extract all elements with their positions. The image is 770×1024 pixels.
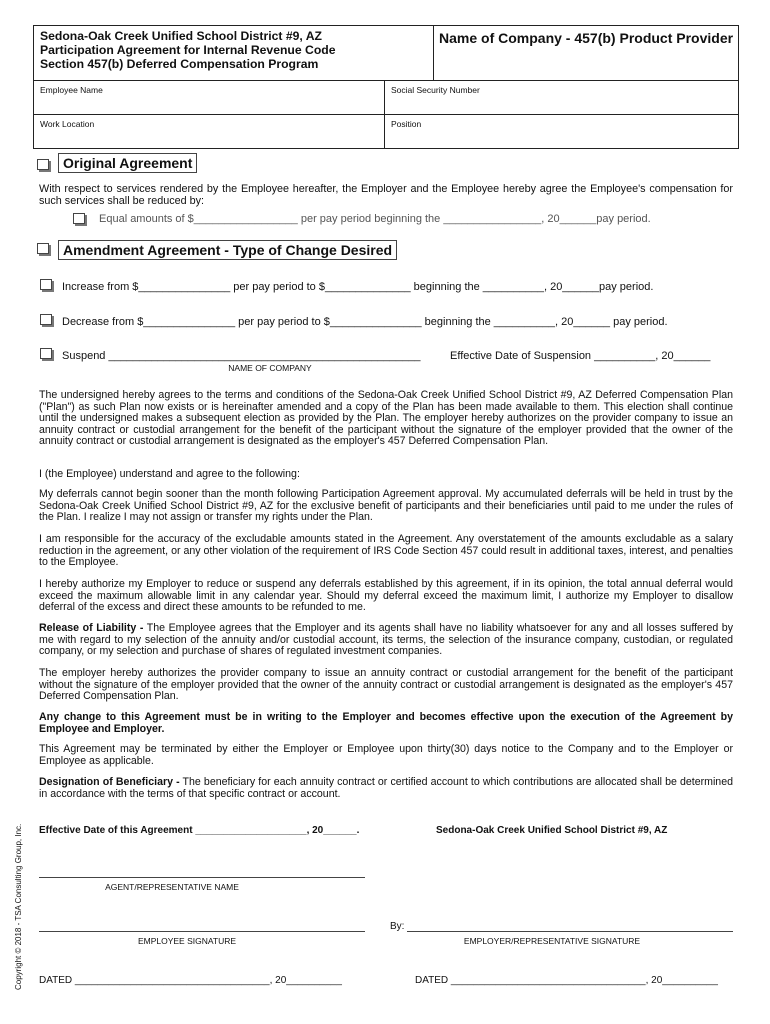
terms-paragraph: The undersigned hereby agrees to the terms and conditions of the Sedona-Oak Creek Unified School District #9, AZ Deferred Compensation Plan ("Plan") as such Plan now exists or is hereinafter amended and a copy of the Plan has been made available to them. This election shall continue until the undersigned makes a subsequent election as provided by the Plan. The employer hereby authorizes on the provider company to issue an annuity contract or custodial arrangement for the benefit of the participant without the signature of the employer provided that the owner of the annuity contract or custodial arrangement is designated as the employer's 457 Deferred Compensation Plan. xyxy=(39,389,733,448)
agent-name-line[interactable] xyxy=(39,877,365,878)
original-agreement-checkbox[interactable] xyxy=(37,159,49,170)
name-of-company-caption: NAME OF COMPANY xyxy=(228,363,312,373)
beneficiary-label: Designation of Beneficiary - xyxy=(39,776,180,788)
amendment-title: Amendment Agreement - Type of Change Desired xyxy=(58,240,397,260)
form-title-line1: Sedona-Oak Creek Unified School District #9, AZ xyxy=(40,29,322,43)
decrease-checkbox[interactable] xyxy=(40,314,52,325)
amendment-checkbox[interactable] xyxy=(37,243,49,254)
original-agreement-text: With respect to services rendered by the Employee hereafter, the Employer and the Employee hereby agree the Employee's compensation for such services shall be reduced by: xyxy=(39,183,733,207)
increase-checkbox[interactable] xyxy=(40,279,52,290)
ssn-label: Social Security Number xyxy=(391,85,480,95)
form-header xyxy=(33,25,739,81)
beneficiary-text: The beneficiary for each annuity contract or certified account to which contributions are allocated shall be determined in accordance with the terms of that specific contract or account. xyxy=(39,776,733,800)
original-agreement-title: Original Agreement xyxy=(58,153,197,173)
ssn-field[interactable] xyxy=(385,81,738,114)
termination-paragraph: This Agreement may be terminated by either the Employer or Employee upon thirty(30) days notice to the Company and to the Employer or Employee as applicable. xyxy=(39,743,733,767)
form-title-line3: Section 457(b) Deferred Compensation Program xyxy=(40,57,319,71)
work-location-field[interactable] xyxy=(34,115,385,148)
by-label: By: xyxy=(390,921,405,932)
employee-signature-line[interactable] xyxy=(39,931,365,932)
dated-left-line: DATED ___________________________________, 20__________ xyxy=(39,975,342,986)
deferrals-paragraph: My deferrals cannot begin sooner than the month following Participation Agreement approval. My accumulated deferrals will be held in trust by the Sedona-Oak Creek Unified School District #9, AZ for the exclusive benefit of participants and their beneficiaries until paid to me under the rules of the Plan. I realize I may not assign or transfer my rights under the Plan. xyxy=(39,488,733,524)
understand-paragraph: I (the Employee) understand and agree to the following: xyxy=(39,468,300,480)
field-row-1 xyxy=(33,81,739,115)
release-paragraph xyxy=(39,623,733,658)
change-paragraph: Any change to this Agreement must be in writing to the Employer and becomes effective upon the execution of the Agreement by Employee and Employer. xyxy=(39,711,733,735)
accuracy-paragraph: I am responsible for the accuracy of the excludable amounts stated in the Agreement. Any overstatement of the amounts excludable as a salary reduction in the agreement, or any other violation of the requirement of IRS Code Section 457 could result in additional taxes, interest, and penalties to the Employee. xyxy=(39,533,733,569)
provider-paragraph: The employer hereby authorizes the provider company to issue an annuity contract or custodial arrangement for the benefit of the participant without the signature of the employer provided that the owner of the annuity contract or custodial arrangement is designated as the employer's 457 Deferred Compensation Plan. xyxy=(39,667,733,703)
provider-name: Name of Company - 457(b) Product Provider xyxy=(439,30,734,46)
increase-line: Increase from $_______________ per pay period to $______________ beginning the __________, 20______pay period. xyxy=(62,281,654,293)
effective-date-line: Effective Date of this Agreement ____________________, 20______. xyxy=(39,825,360,836)
release-label: Release of Liability - xyxy=(39,622,144,634)
equal-amounts-line: Equal amounts of $_________________ per pay period beginning the ________________, 20______pay period. xyxy=(99,213,651,225)
position-label: Position xyxy=(391,119,422,129)
decrease-line: Decrease from $_______________ per pay period to $_______________ beginning the __________, 20______ pay period. xyxy=(62,316,668,328)
employee-signature-caption: EMPLOYEE SIGNATURE xyxy=(137,936,237,946)
field-row-2 xyxy=(33,115,739,149)
copyright-notice: Copyright © 2018 - TSA Consulting Group, Inc. xyxy=(14,823,23,990)
position-field[interactable] xyxy=(385,115,738,148)
work-location-label: Work Location xyxy=(40,119,95,129)
beneficiary-paragraph xyxy=(39,777,733,800)
dated-right-line: DATED ___________________________________, 20__________ xyxy=(415,975,718,986)
suspension-date-line: Effective Date of Suspension __________, 20______ xyxy=(450,350,711,362)
employee-name-label: Employee Name xyxy=(40,85,103,95)
form-title-line2: Participation Agreement for Internal Revenue Code xyxy=(40,43,336,57)
suspend-line: Suspend ___________________________________________________ xyxy=(62,350,421,362)
district-signature-label: Sedona-Oak Creek Unified School District #9, AZ xyxy=(436,825,668,836)
release-text: The Employee agrees that the Employer and its agents shall have no liability whatsoever for any and all losses suffered by me with regard to my selection of the annuity and/or custodial account, its terms, the selection of the insurance company, custodian, or regulated company, or my selection and purchase of shares of regulated investment companies. xyxy=(39,622,734,658)
authorize-paragraph: I hereby authorize my Employer to reduce or suspend any deferrals established by this agreement, if in its opinion, the total annual deferral would exceed the maximum allowable limit in any calendar year. Should my deferral exceed the maximum limit, I authorize my Employer to disallow deferral of the excess and direct these amounts to be refunded to me. xyxy=(39,578,733,614)
suspend-checkbox[interactable] xyxy=(40,348,52,359)
employer-signature-line[interactable] xyxy=(407,931,733,932)
equal-amounts-checkbox[interactable] xyxy=(73,213,85,224)
employer-signature-caption: EMPLOYER/REPRESENTATIVE SIGNATURE xyxy=(463,936,641,946)
agent-name-caption: AGENT/REPRESENTATIVE NAME xyxy=(105,882,239,892)
form-title-block xyxy=(34,26,434,80)
employee-name-field[interactable] xyxy=(34,81,385,114)
